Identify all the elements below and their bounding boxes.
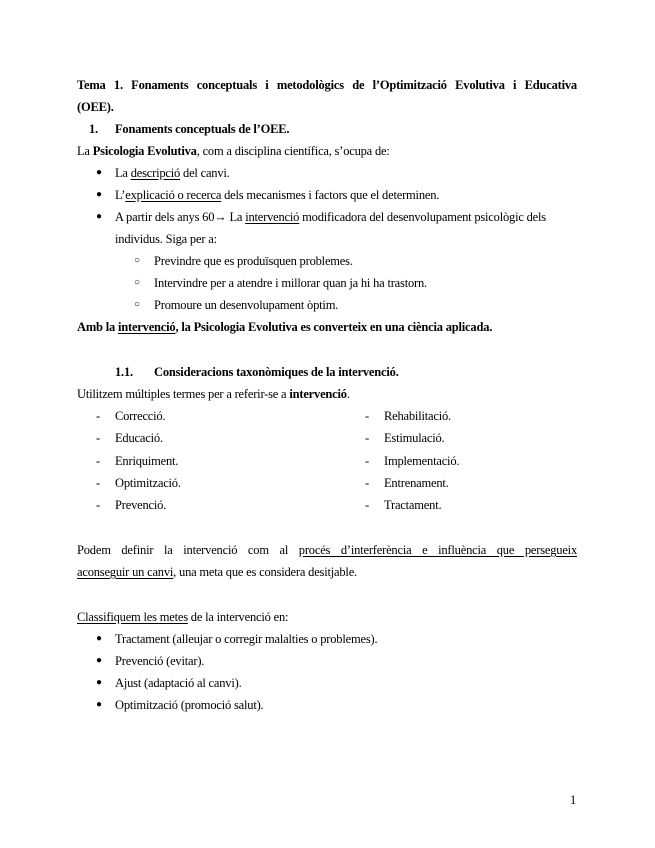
- goal-item: Ajust (adaptació al canvi).: [115, 676, 242, 690]
- term-left: Optimització.: [115, 476, 181, 490]
- bullet-glyph: ●: [96, 677, 102, 688]
- dash-marker: -: [96, 409, 100, 423]
- bullet-glyph: ●: [96, 211, 102, 222]
- intro-paragraph: La Psicologia Evolutiva, com a disciplina científica, s’ocupa de:: [77, 144, 390, 158]
- goal-item: Prevenció (evitar).: [115, 654, 205, 668]
- bullet-glyph: ●: [96, 189, 102, 200]
- bullet-glyph: ●: [96, 655, 102, 666]
- definition-line-1: Podem definir la intervenció com al procés d’interferència e influència que persegueix: [77, 543, 577, 557]
- bullet-item: L’explicació o recerca dels mecanismes i factors que el determinen.: [115, 188, 440, 202]
- terms-intro: Utilitzem múltiples termes per a referir-se a intervenció.: [77, 387, 350, 401]
- sub-bullet-glyph: ○: [134, 255, 140, 266]
- term-right: Rehabilitació.: [384, 409, 451, 423]
- dash-marker: -: [365, 454, 369, 468]
- term-left: Correcció.: [115, 409, 166, 423]
- title-line-2: (OEE).: [77, 100, 114, 114]
- title-line-1: Tema 1. Fonaments conceptuals i metodològics de l’Optimització Evolutiva i Educativa: [77, 78, 577, 92]
- dash-marker: -: [365, 498, 369, 512]
- term-right: Tractament.: [384, 498, 442, 512]
- section-1-1-heading: Consideracions taxonòmiques de la intervenció.: [154, 365, 399, 379]
- section-1-heading: Fonaments conceptuals de l’OEE.: [115, 122, 290, 136]
- bullet-item: La descripció del canvi.: [115, 166, 230, 180]
- term-right: Entrenament.: [384, 476, 449, 490]
- term-left: Educació.: [115, 431, 163, 445]
- sub-bullet-item: Previndre que es produïsquen problemes.: [154, 254, 353, 268]
- bullet-glyph: ●: [96, 167, 102, 178]
- dash-marker: -: [96, 431, 100, 445]
- dash-marker: -: [365, 476, 369, 490]
- page-number: 1: [570, 793, 577, 807]
- bullet-glyph: ●: [96, 699, 102, 710]
- sub-bullet-glyph: ○: [134, 299, 140, 310]
- dash-marker: -: [96, 476, 100, 490]
- sub-bullet-glyph: ○: [134, 277, 140, 288]
- definition-line-2: aconseguir un canvi, una meta que es considera desitjable.: [77, 565, 357, 579]
- bullet-item: A partir dels anys 60→ La intervenció modificadora del desenvolupament psicològic dels: [115, 210, 546, 224]
- goals-intro: Classifiquem les metes de la intervenció en:: [77, 610, 289, 624]
- conclusion-paragraph: Amb la intervenció, la Psicologia Evolutiva es converteix en una ciència aplicada.: [77, 320, 493, 334]
- term-left: Prevenció.: [115, 498, 167, 512]
- sub-bullet-item: Promoure un desenvolupament òptim.: [154, 298, 339, 312]
- dash-marker: -: [96, 498, 100, 512]
- sub-bullet-item: Intervindre per a atendre i millorar quan ja hi ha trastorn.: [154, 276, 427, 290]
- bullet-item-continuation: individus. Siga per a:: [115, 232, 217, 246]
- section-1-number: 1.: [89, 122, 98, 136]
- section-1-1-number: 1.1.: [115, 365, 133, 379]
- term-right: Implementació.: [384, 454, 460, 468]
- goal-item: Tractament (alleujar o corregir malalties o problemes).: [115, 632, 378, 646]
- goal-item: Optimització (promoció salut).: [115, 698, 264, 712]
- bullet-glyph: ●: [96, 633, 102, 644]
- term-left: Enriquiment.: [115, 454, 179, 468]
- dash-marker: -: [365, 409, 369, 423]
- dash-marker: -: [96, 454, 100, 468]
- dash-marker: -: [365, 431, 369, 445]
- term-right: Estimulació.: [384, 431, 445, 445]
